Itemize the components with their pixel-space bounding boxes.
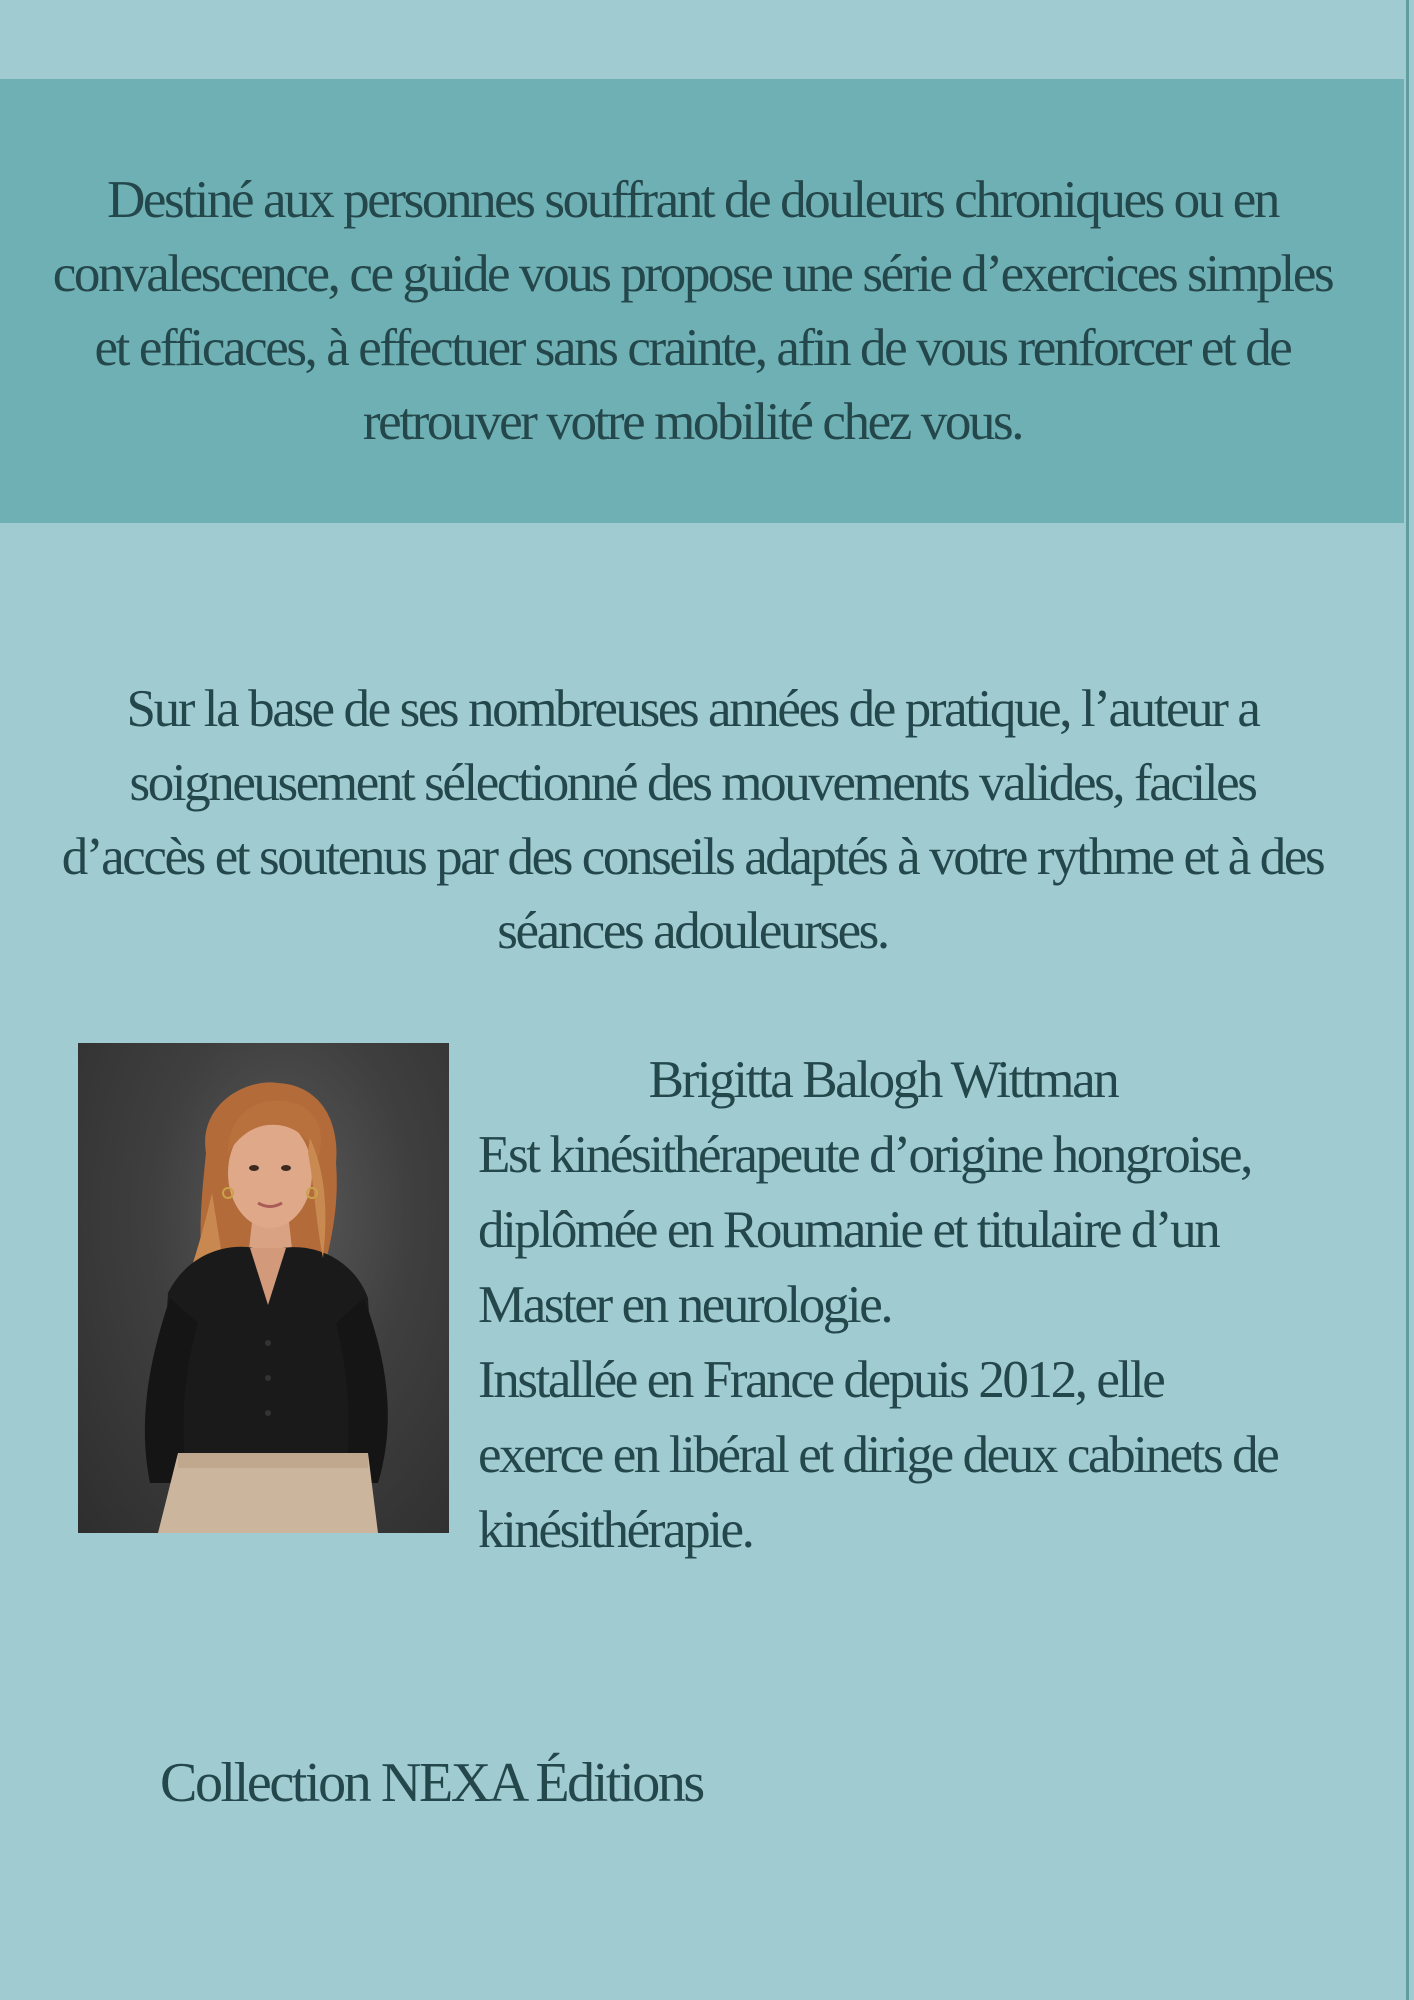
author-bio: Est kinésithérapeute d’origine hongroise, diplômée en Roumanie et titulaire d’un Master en neurologie. Installée en France depuis 2012, elle exerce en libéral et dirige deux cabinets de kinésithérapie. (478, 1126, 1278, 1559)
intro-text: Destiné aux personnes souffrant de douleurs chroniques ou en convalescence, ce guide vous propose une série d’exercices simples et efficaces, à effectuer sans crainte, afin de vous renforcer et de retrouver votre mobilité chez vous. (52, 171, 1333, 451)
author-name: Brigitta Balogh Wittman (648, 1051, 1118, 1109)
author-portrait-illustration (78, 1043, 449, 1533)
author-photo (78, 1043, 449, 1533)
right-edge-rule (1404, 0, 1414, 2000)
author-section (478, 1043, 1338, 1568)
pitch-text: Sur la base de ses nombreuses années de pratique, l’auteur a soigneusement sélectionné des mouvements valides, faciles d’accès et soutenus par des conseils adaptés à votre rythme et à des séances adouleurses. (61, 680, 1324, 960)
collection-label: Collection NEXA Éditions (160, 1752, 703, 1814)
